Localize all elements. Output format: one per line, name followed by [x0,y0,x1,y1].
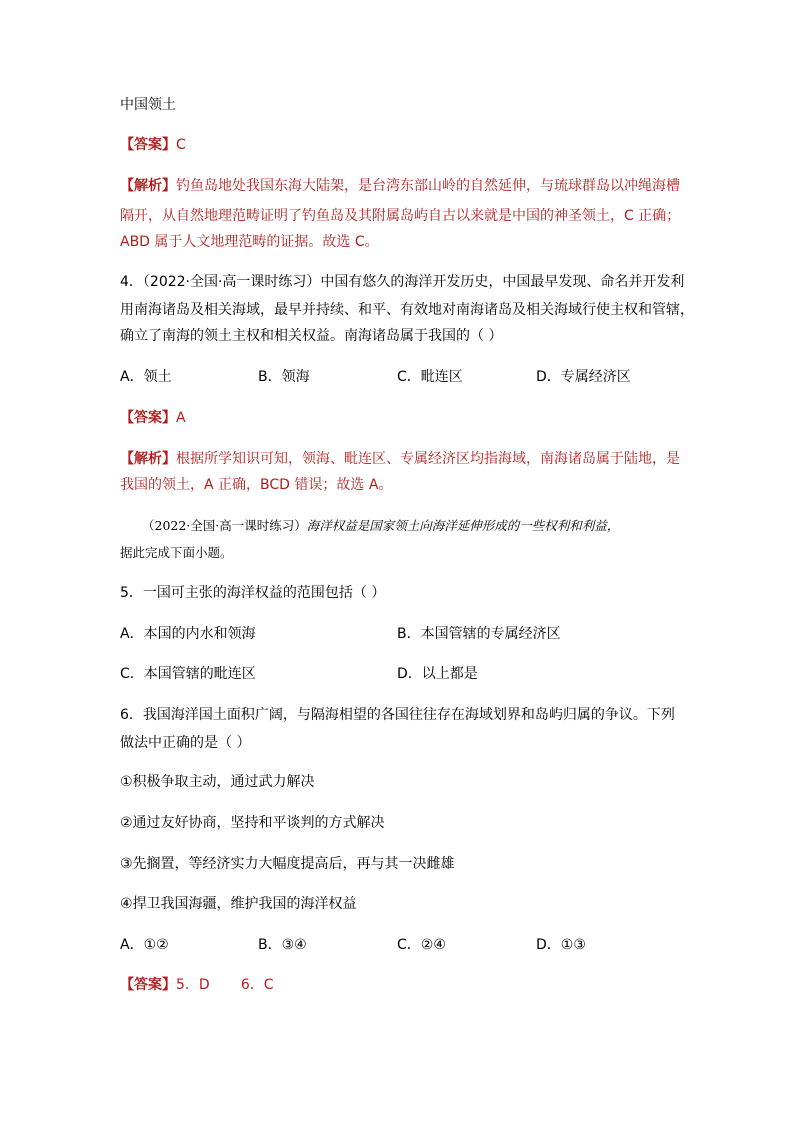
material-text: 海洋权益是国家领土向海洋延伸形成的一些权利和利益， [306,518,620,533]
q5-option-d: D．以上都是 [397,666,478,682]
q3-analysis-line-2: 隔开，从自然地理范畴证明了钓鱼岛及其附属岛屿自古以来就是中国的神圣领土，C 正确； [120,208,681,224]
q6-stem-line-1: 6．我国海洋国土面积广阔，与隔海相望的各国往往存在海域划界和岛屿归属的争议。下列 [120,707,675,723]
q56-answer [120,975,274,995]
analysis-text: 钓鱼岛地处我国东海大陆架，是台湾东部山岭的自然延伸，与琉球群岛以冲绳海槽 [176,178,680,194]
q4-stem-line-2: 用南海诸岛及相关海域，最早并持续、和平、有效地对南海诸岛及相关海域行使主权和管辖， [120,302,694,318]
q6-option-a: A．①② [120,937,169,953]
q3-analysis-line-3: ABD 属于人文地理范畴的证据。故选 C。 [120,234,379,250]
q4-analysis-line-1 [120,449,680,469]
q4-option-a: A．领土 [120,369,172,385]
answer-label: 【答案】 [120,410,176,426]
q4-option-d: D．专属经济区 [536,369,631,385]
material-line-1 [142,517,619,535]
answer-value: C [176,137,186,153]
analysis-label: 【解析】 [120,451,176,467]
answer-value: 5．D 6．C [176,977,274,993]
q6-option-d: D．①③ [536,937,586,953]
q6-statement-1: ①积极争取主动，通过武力解决 [120,774,315,790]
top-text: 中国领土 [120,97,176,113]
q4-answer [120,408,186,428]
q6-option-c: C．②④ [397,937,446,953]
analysis-text: 根据所学知识可知，领海、毗连区、专属经济区均指海域，南海诸岛属于陆地，是 [176,451,680,467]
q6-statement-4: ④捍卫我国海疆，维护我国的海洋权益 [120,896,357,912]
q6-statement-3: ③先搁置，等经济实力大幅度提高后，再与其一决雌雄 [120,856,455,872]
answer-label: 【答案】 [120,137,176,153]
q4-stem-line-3: 确立了南海的领土主权和相关权益。南海诸岛属于我国的（ ） [120,328,503,344]
analysis-label: 【解析】 [120,178,176,194]
q6-option-b: B．③④ [258,937,307,953]
q4-option-b: B．领海 [258,369,310,385]
q6-stem-line-2: 做法中正确的是（ ） [120,735,251,751]
q5-option-b: B．本国管辖的专属经济区 [397,626,561,642]
q5-option-c: C．本国管辖的毗连区 [120,666,256,682]
q5-option-a: A．本国的内水和领海 [120,626,256,642]
material-source: （2022·全国·高一课时练习） [142,518,307,533]
q4-stem-line-1: 4．（2022·全国·高一课时练习）中国有悠久的海洋开发历史，中国最早发现、命名并开发利 [120,274,685,290]
q5-stem: 5．一国可主张的海洋权益的范围包括（ ） [120,585,386,601]
q6-statement-2: ②通过友好协商，坚持和平谈判的方式解决 [120,815,385,831]
q3-analysis-line-1 [120,176,680,196]
answer-value: A [176,410,186,426]
q4-analysis-line-2: 我国的领土，A 正确，BCD 错误；故选 A。 [120,477,393,493]
answer-label: 【答案】 [120,977,176,993]
q4-option-c: C．毗连区 [397,369,463,385]
material-line-2: 据此完成下面小题。 [120,545,233,560]
q3-answer [120,135,186,155]
